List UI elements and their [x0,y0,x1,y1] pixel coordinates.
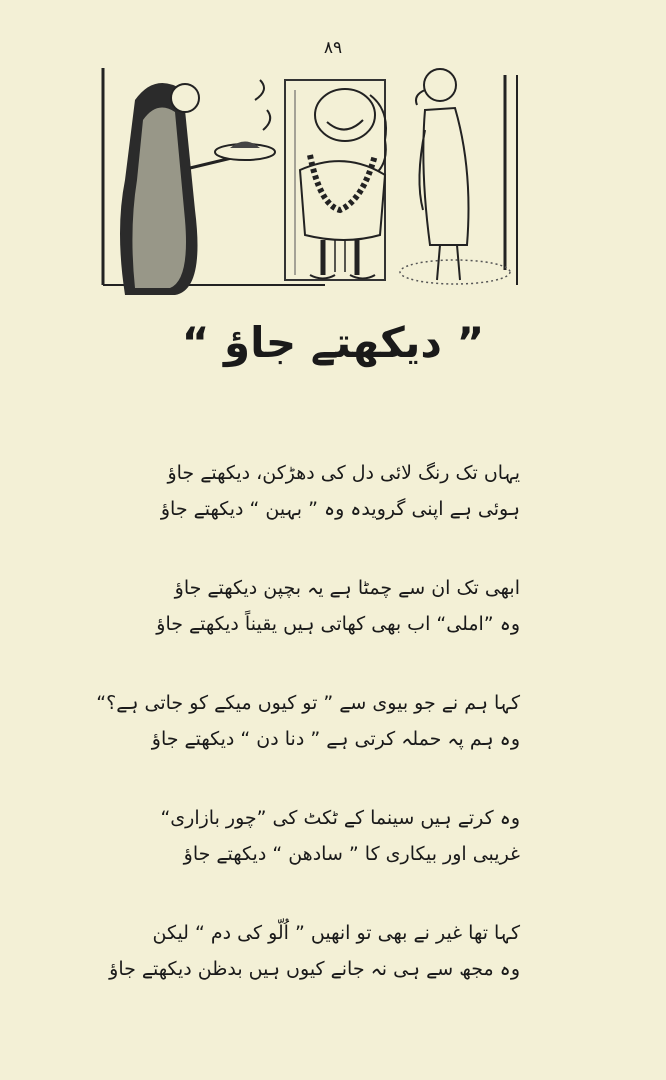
page-number: ۸۹ [323,38,343,58]
verse-line: ابھی تک ان سے چمٹا ہے یہ بچپن دیکھتے جاؤ [174,577,520,599]
verse-line: وہ ہم پہ حملہ کرتی ہے ” دنا دن “ دیکھتے جاؤ [151,728,520,750]
verse-line: وہ کرتے ہیں سینما کے ٹکٹ کی ”چور بازاری“ [160,807,520,829]
woman-figure [120,80,275,295]
garlanded-man-figure [300,89,386,279]
stanza [120,455,520,527]
verse-line: کہا ہم نے جو بیوی سے ” تو کیوں میکے کو جاتی ہے؟“ [96,692,520,714]
verse-line: ہوئی ہے اپنی گرویدہ وہ ” بہین “ دیکھتے جاؤ [160,498,520,520]
stanza [120,800,520,872]
poem-title: ” دیکھتے جاؤ “ [181,318,485,367]
standing-man-figure [400,69,510,284]
stanza [96,685,520,757]
stanza [109,915,520,987]
verse-line: وہ مجھ سے ہی نہ جانے کیوں ہیں بدظن دیکھتے جاؤ [109,958,520,980]
poem-body [96,455,520,1030]
verse-line: غریبی اور بیکاری کا ” سادھن “ دیکھتے جاؤ [183,843,520,865]
stanza [120,570,520,642]
verse-line: وہ ”املی“ اب بھی کھاتی ہیں یقیناً دیکھتے جاؤ [156,613,520,635]
verse-line: یہاں تک رنگ لائی دل کی دھڑکن، دیکھتے جاؤ [167,462,520,484]
verse-line: کہا تھا غیر نے بھی تو انھیں ” اُلّو کی دم “ لیکن [152,922,520,944]
cartoon-illustration [95,60,535,305]
